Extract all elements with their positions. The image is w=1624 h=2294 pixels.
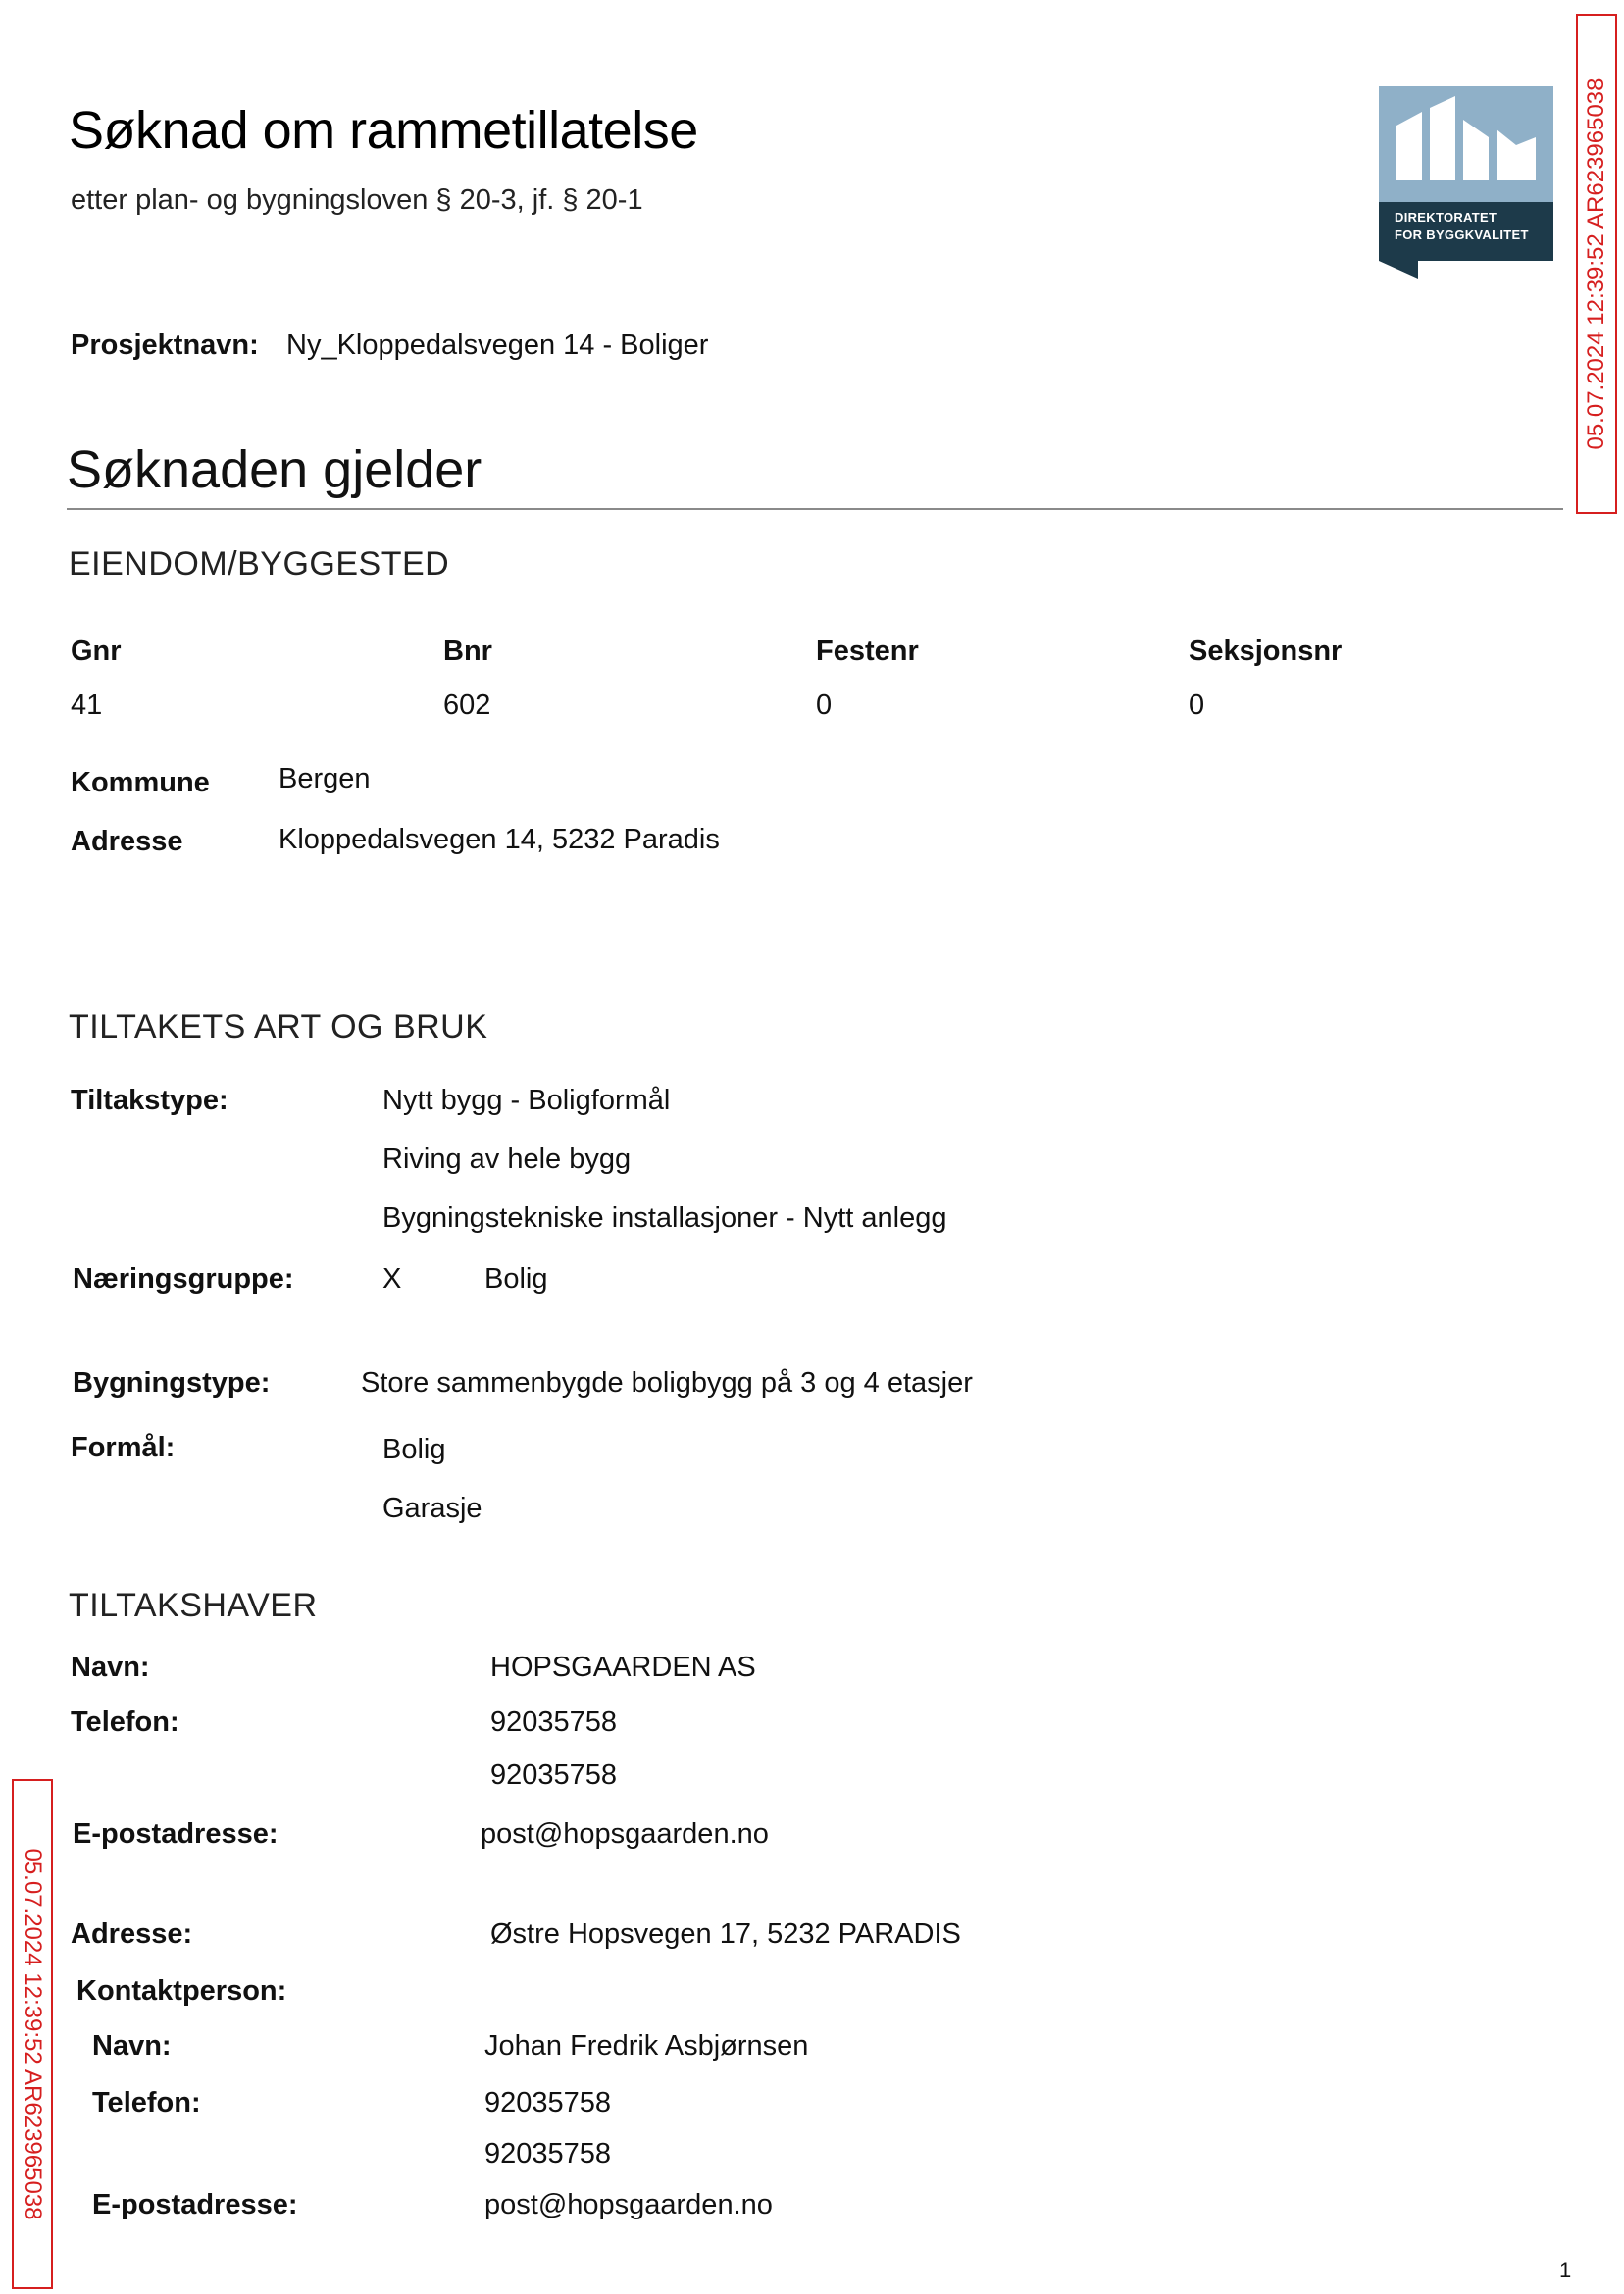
tiltakstype-item: Riving av hele bygg [382, 1144, 632, 1175]
project-label: Prosjektnavn: [71, 330, 259, 361]
stamp-text: 05.07.2024 12:39:52 AR623965038 [1583, 77, 1609, 450]
dibk-logo [1379, 86, 1553, 279]
adresse-value: Kloppedalsvegen 14, 5232 Paradis [279, 824, 720, 855]
column-gnr: Gnr [71, 636, 122, 667]
tiltakstype-item: Bygningstekniske installasjoner - Nytt anlegg [382, 1202, 947, 1234]
kontakt-navn-value: Johan Fredrik Asbjørnsen [484, 2030, 809, 2062]
tiltakstype-label: Tiltakstype: [71, 1085, 228, 1116]
tiltakshaver-telefon-label: Telefon: [71, 1707, 179, 1738]
eiendom-heading: EIENDOM/BYGGESTED [69, 545, 450, 583]
column-festenr: Festenr [816, 636, 919, 667]
naeringsgruppe-value: Bolig [484, 1263, 548, 1295]
logo-line-1: DIREKTORATET [1395, 210, 1497, 225]
project-value: Ny_Kloppedalsvegen 14 - Boliger [286, 330, 709, 361]
section-divider [67, 508, 1563, 510]
kontakt-epost-value: post@hopsgaarden.no [484, 2189, 773, 2220]
value-festenr: 0 [816, 689, 833, 721]
timestamp-stamp-top [1576, 14, 1617, 514]
value-bnr: 602 [443, 689, 491, 721]
tiltakstype-item: Nytt bygg - Boligformål [382, 1085, 671, 1116]
kontaktperson-label: Kontaktperson: [76, 1975, 287, 2007]
naeringsgruppe-code: X [382, 1263, 402, 1295]
kommune-label: Kommune [71, 767, 210, 798]
logo-line-2: FOR BYGGKVALITET [1395, 228, 1529, 242]
formal-item: Garasje [382, 1493, 482, 1524]
document-title: Søknad om rammetillatelse [69, 101, 698, 160]
kontakt-telefon-label: Telefon: [92, 2087, 201, 2118]
section-heading: Søknaden gjelder [67, 440, 482, 499]
tiltakshaver-navn-value: HOPSGAARDEN AS [490, 1652, 756, 1683]
bygningstype-value: Store sammenbygde boligbygg på 3 og 4 etasjer [361, 1367, 973, 1399]
tiltakshaver-navn-label: Navn: [71, 1652, 150, 1683]
bygningstype-label: Bygningstype: [73, 1367, 271, 1399]
document-subtitle: etter plan- og bygningsloven § 20-3, jf. § 20-1 [71, 184, 643, 216]
adresse-label: Adresse [71, 826, 183, 857]
kontakt-navn-label: Navn: [92, 2030, 172, 2062]
tiltakshaver-epost-value: post@hopsgaarden.no [481, 1818, 769, 1850]
formal-label: Formål: [71, 1432, 176, 1463]
stamp-text: 05.07.2024 12:39:52 AR623965038 [20, 1848, 46, 2220]
formal-item: Bolig [382, 1434, 446, 1465]
value-seksjonsnr: 0 [1189, 689, 1205, 721]
kontakt-telefon-value: 92035758 [484, 2087, 612, 2118]
tiltakshaver-adresse-label: Adresse: [71, 1918, 193, 1950]
kontakt-telefon-value: 92035758 [484, 2138, 612, 2169]
value-gnr: 41 [71, 689, 103, 721]
timestamp-stamp-left [12, 1779, 53, 2289]
tiltakshaver-epost-label: E-postadresse: [73, 1818, 279, 1850]
tiltakshaver-adresse-value: Østre Hopsvegen 17, 5232 PARADIS [490, 1918, 961, 1950]
kontakt-epost-label: E-postadresse: [92, 2189, 298, 2220]
dibk-logo-icon [1379, 86, 1553, 279]
tiltakshaver-telefon-value: 92035758 [490, 1759, 618, 1791]
page-number: 1 [1559, 2258, 1572, 2282]
column-seksjonsnr: Seksjonsnr [1189, 636, 1343, 667]
tiltakshaver-telefon-value: 92035758 [490, 1707, 618, 1738]
column-bnr: Bnr [443, 636, 492, 667]
tiltakshaver-heading: TILTAKSHAVER [69, 1587, 318, 1624]
kommune-value: Bergen [279, 763, 371, 794]
naeringsgruppe-label: Næringsgruppe: [73, 1263, 294, 1295]
tiltak-heading: TILTAKETS ART OG BRUK [69, 1008, 488, 1045]
